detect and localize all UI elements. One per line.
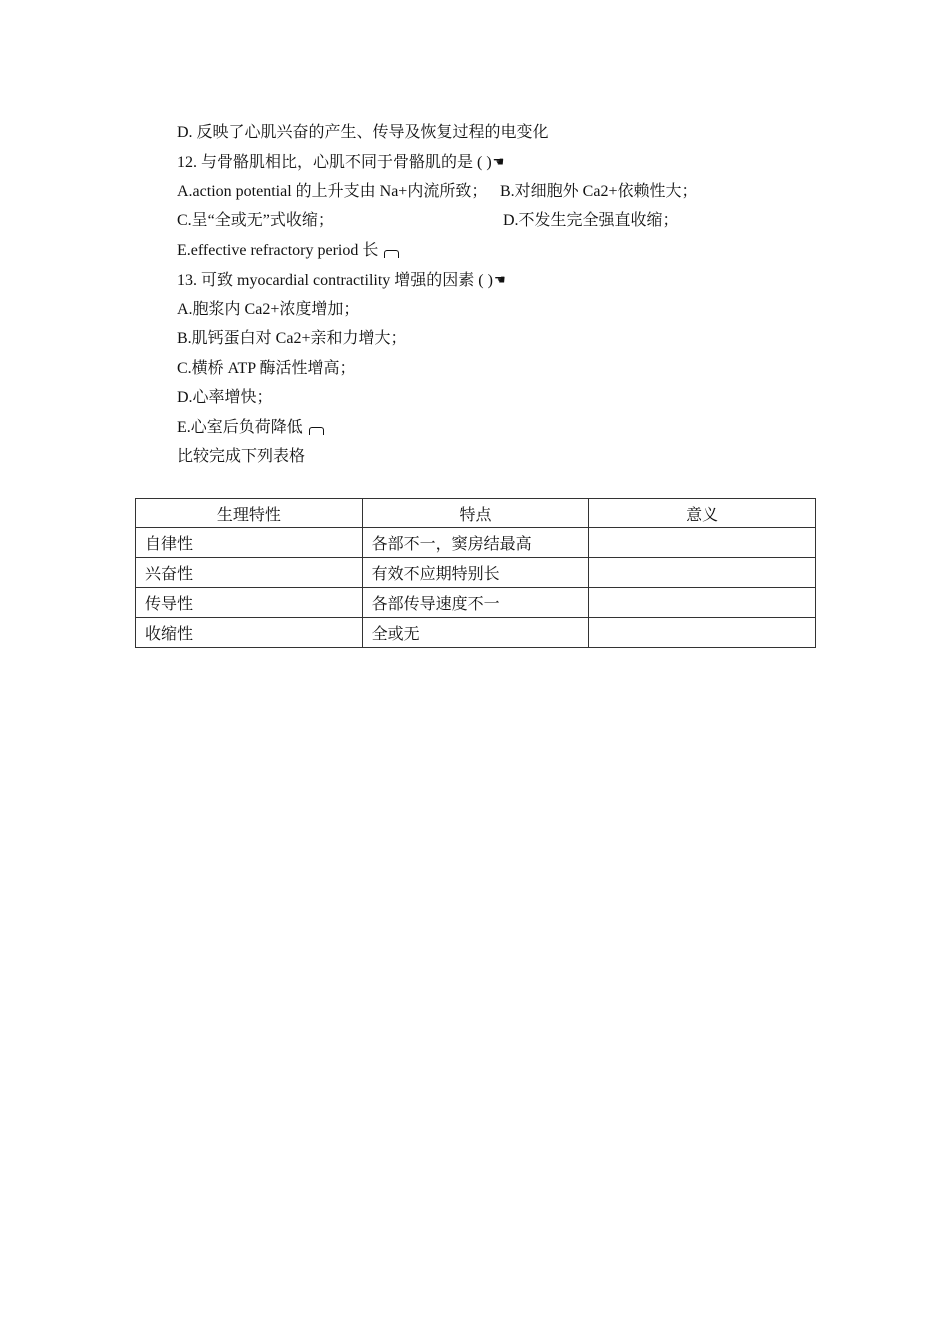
table-cell: 传导性 [136,588,363,618]
paragraph-end-icon [309,427,324,435]
option-13c-text: C.横桥 ATP 酶活性增高； [177,360,356,377]
paragraph-end-icon [384,250,399,258]
option-13d [177,388,273,408]
option-12e-text: E.effective refractory period 长 [177,242,379,259]
question-13-text: 13. 可致 myocardial contractility 增强的因素 ( ) [177,272,493,289]
header-cell: 意义 [589,499,816,528]
table-cell [589,588,816,618]
table-instruction-text: 比较完成下列表格 [177,448,306,465]
option-13a-text: A.胞浆内 Ca2+浓度增加； [177,301,360,318]
option-12c-text: C.呈“全或无”式收缩； [177,212,334,229]
table-cell: 有效不应期特别长 [362,558,589,588]
option-13c [177,359,356,379]
hand-pointer-icon: ☚ [492,154,505,169]
table-instruction [177,447,305,467]
option-12b [500,182,697,202]
option-12a-text: A.action potential 的上升支由 Na+内流所致； [177,183,488,200]
option-11d-text: D. 反映了心肌兴奋的产生、传导及恢复过程的电变化 [177,124,549,141]
option-12b-text: B.对细胞外 Ca2+依赖性大； [500,183,698,200]
table-cell: 收缩性 [136,618,363,648]
table-cell: 兴奋性 [136,558,363,588]
option-12c [177,211,334,231]
question-13 [177,270,506,291]
header-cell: 特点 [362,499,589,528]
table-row [136,618,816,648]
table-cell [589,558,816,588]
table-row [136,558,816,588]
option-13e [177,418,324,438]
option-13a [177,300,359,320]
option-11d [177,123,549,143]
option-12d-text: D.不发生完全强直收缩； [503,212,679,229]
table-cell: 自律性 [136,528,363,558]
header-cell: 生理特性 [136,499,363,528]
option-12d [503,211,679,231]
option-12a [177,182,487,202]
table-row [136,588,816,618]
table-cell: 各部传导速度不一 [362,588,589,618]
option-13d-text: D.心率增快； [177,389,273,406]
table-cell: 各部不一，窦房结最高 [362,528,589,558]
option-13b-text: B.肌钙蛋白对 Ca2+亲和力增大； [177,330,407,347]
table-header-row [136,499,816,528]
table-cell [589,528,816,558]
option-13e-text: E.心室后负荷降低 [177,419,303,436]
table-cell [589,618,816,648]
option-12e [177,241,399,261]
table-cell: 全或无 [362,618,589,648]
hand-pointer-icon: ☚ [493,272,506,287]
option-13b [177,329,406,349]
question-12-text: 12. 与骨骼肌相比，心肌不同于骨骼肌的是 ( ) [177,154,492,171]
table-row [136,528,816,558]
question-12 [177,152,504,173]
comparison-table [135,498,816,648]
